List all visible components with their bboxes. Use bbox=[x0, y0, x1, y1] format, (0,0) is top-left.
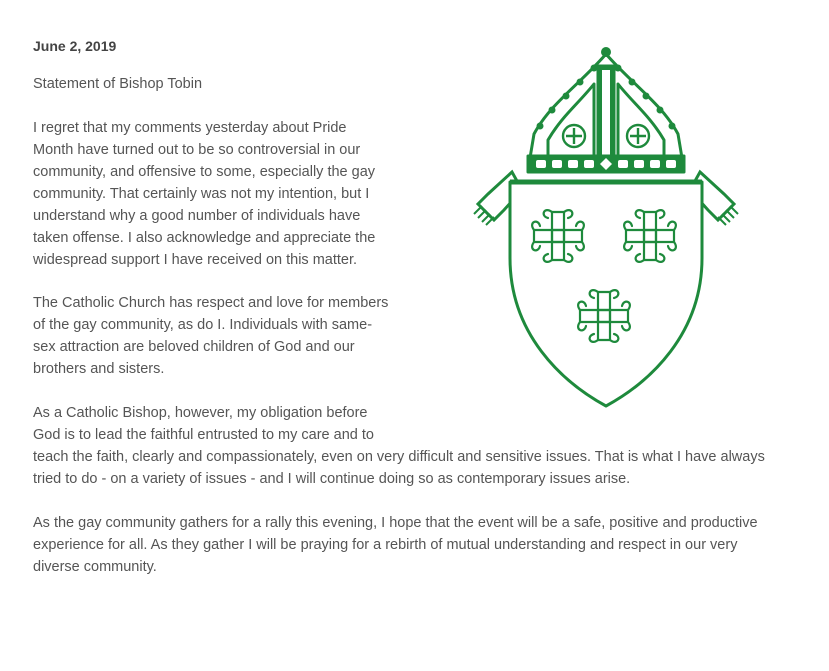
statement-title: Statement of Bishop Tobin bbox=[33, 76, 203, 92]
paragraph-3 bbox=[33, 402, 765, 490]
diocese-coat-of-arms-icon bbox=[470, 44, 742, 410]
paragraph-line: sex attraction are beloved children of God and our bbox=[33, 339, 355, 355]
mitre bbox=[528, 47, 684, 172]
paragraph-line: tried to do - on a variety of issues - and I will continue doing so as contemporary issues arise. bbox=[33, 471, 631, 487]
paragraph-line: God is to lead the faithful entrusted to my care and to bbox=[33, 427, 374, 443]
paragraph-line: experience for all. As they gather I will be praying for a rebirth of mutual understanding and respect in our very bbox=[33, 537, 738, 553]
paragraph-line: I regret that my comments yesterday about Pride bbox=[33, 120, 347, 136]
paragraph-line: widespread support I have received on this matter. bbox=[33, 252, 358, 268]
paragraph-line: of the gay community, as do I. Individuals with same- bbox=[33, 317, 373, 333]
paragraph-line: teach the faith, clearly and compassionately, even on very difficult and sensitive issues. That is what I have always bbox=[33, 449, 765, 465]
paragraph-line: As the gay community gathers for a rally this evening, I hope that the event will be a safe, positive and productive bbox=[33, 515, 758, 531]
paragraph-line: The Catholic Church has respect and love for members bbox=[33, 295, 389, 311]
paragraph-line: diverse community. bbox=[33, 559, 157, 575]
paragraph-line: As a Catholic Bishop, however, my obligation before bbox=[33, 405, 368, 421]
shield bbox=[510, 182, 702, 406]
paragraph-line: community. That certainly was not my intention, but I bbox=[33, 186, 370, 202]
paragraph-1 bbox=[33, 117, 375, 271]
paragraph-line: Month have turned out to be so controversial in our bbox=[33, 142, 361, 158]
paragraph-2 bbox=[33, 292, 388, 380]
statement-date: June 2, 2019 bbox=[33, 38, 117, 54]
paragraph-4 bbox=[33, 512, 758, 578]
paragraph-line: brothers and sisters. bbox=[33, 361, 165, 377]
paragraph-line: taken offense. I also acknowledge and appreciate the bbox=[33, 230, 376, 246]
paragraph-line: community, and offensive to some, especially the gay bbox=[33, 164, 376, 180]
paragraph-line: understand why a good number of individuals have bbox=[33, 208, 361, 224]
